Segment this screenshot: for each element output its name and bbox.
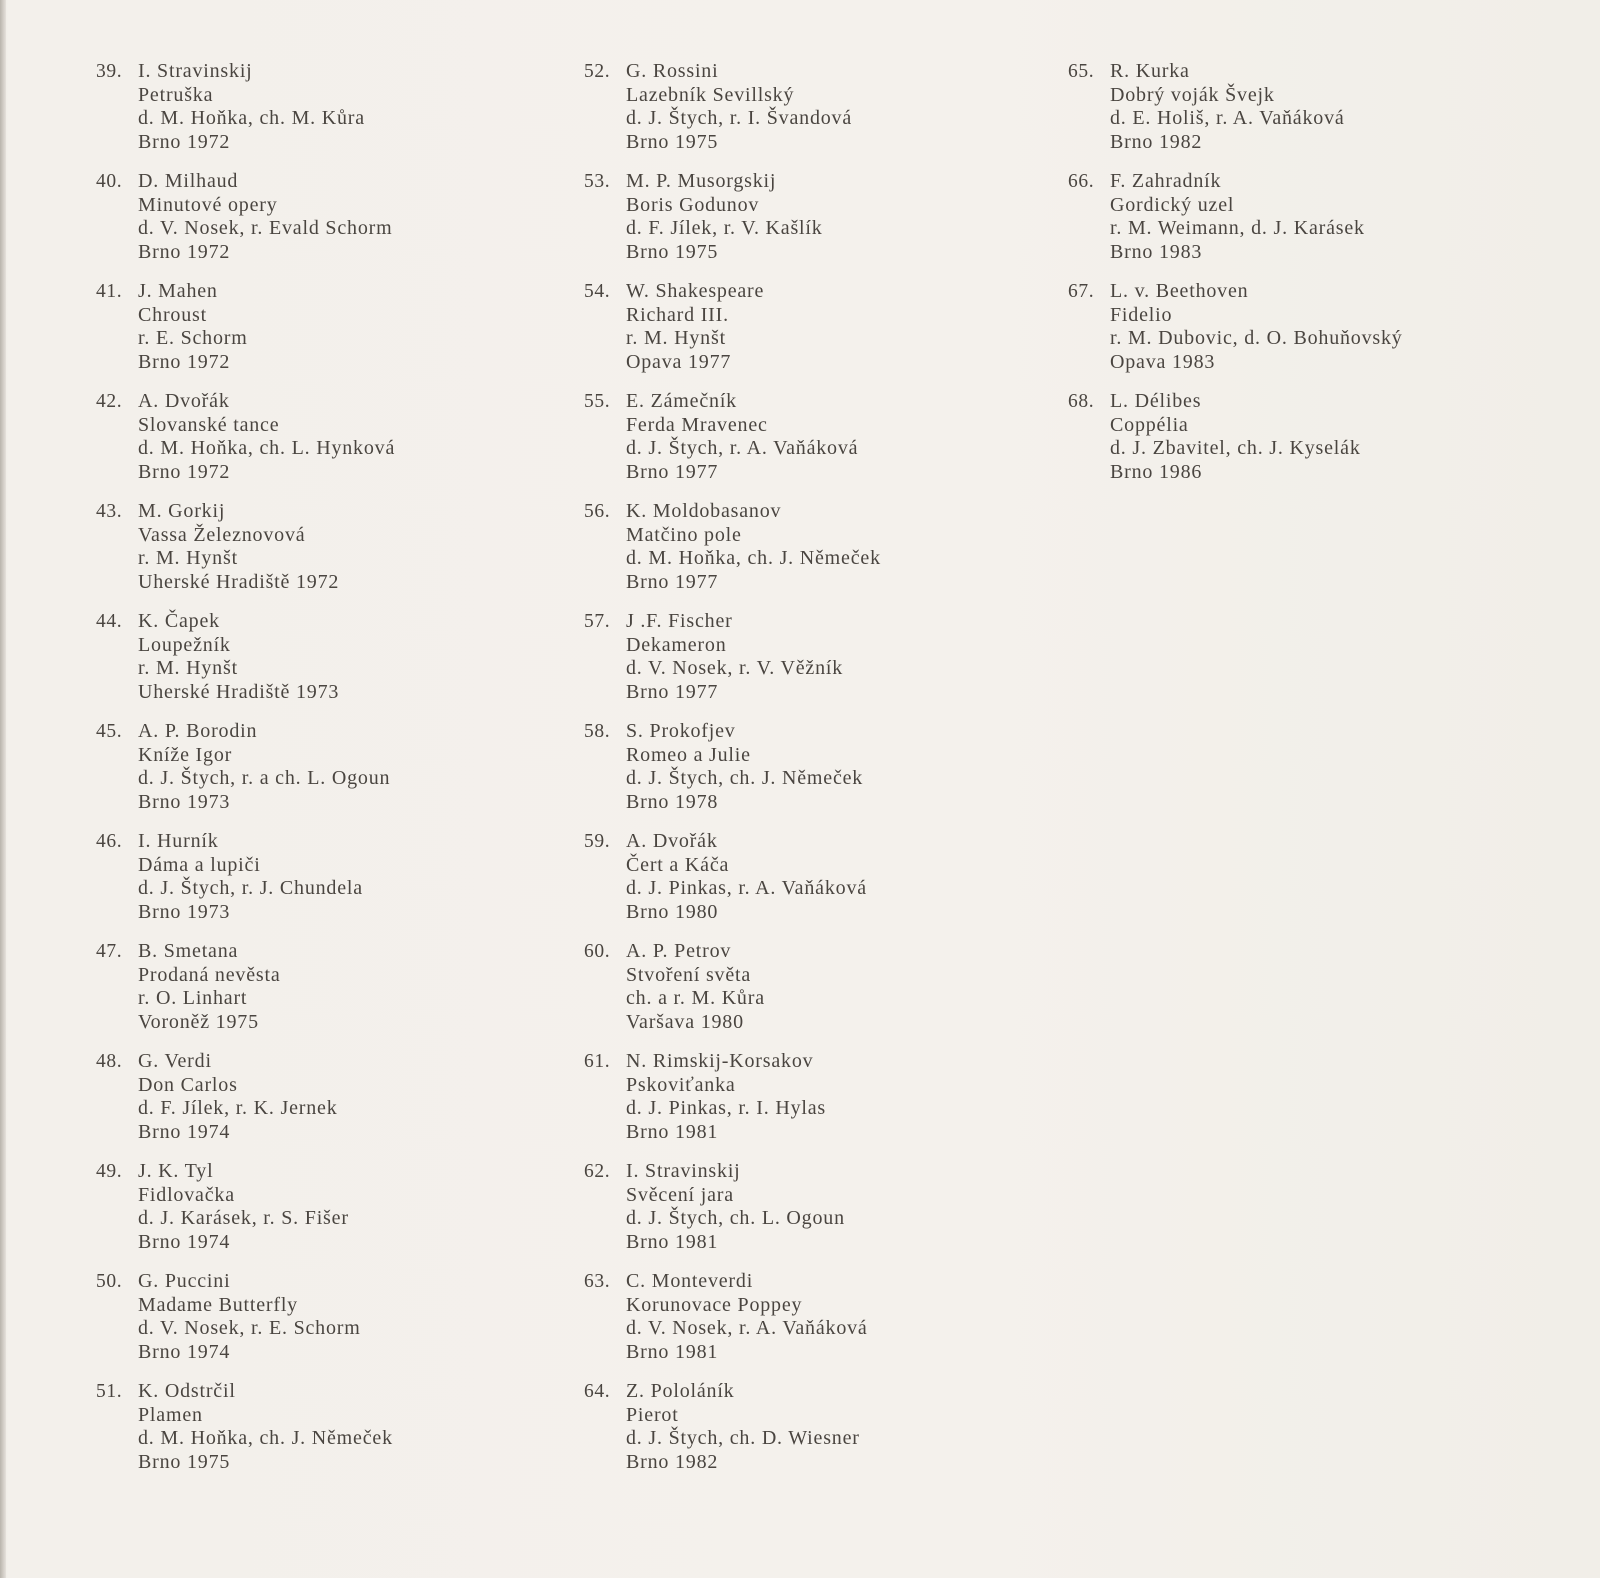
entry-place-year: Uherské Hradiště 1972 — [138, 570, 340, 593]
entry-number: 61. — [584, 1051, 611, 1072]
entry-place-year: Brno 1974 — [138, 1120, 231, 1143]
entry-number: 57. — [584, 611, 611, 632]
entry-author: G. Rossini — [626, 60, 719, 82]
entry-number: 63. — [584, 1271, 611, 1292]
entry-lines — [626, 1160, 881, 1254]
entry-title: Pskoviťanka — [626, 1073, 736, 1096]
entry-author: A. P. Borodin — [138, 720, 258, 742]
list-item — [1068, 280, 1403, 374]
entry-credits: d. J. Zbavitel, ch. J. Kyselák — [1110, 437, 1361, 459]
list-item — [584, 390, 881, 484]
entry-author: J .F. Fischer — [626, 610, 733, 632]
entry-number: 65. — [1068, 61, 1095, 82]
entry-number: 49. — [96, 1161, 123, 1182]
entry-author: R. Kurka — [1110, 60, 1190, 82]
entry-credits: d. J. Štych, ch. J. Němeček — [626, 767, 864, 789]
list-item — [96, 610, 395, 704]
entry-credits: d. J. Štych, r. A. Vaňáková — [626, 437, 859, 459]
entry-place-year: Brno 1980 — [626, 900, 719, 923]
entry-author: G. Puccini — [138, 1270, 231, 1292]
entry-number: 46. — [96, 831, 123, 852]
list-column-2 — [584, 60, 881, 1490]
entry-lines — [138, 830, 395, 924]
entry-credits: r. M. Hynšt — [626, 327, 726, 349]
entry-title: Slovanské tance — [138, 413, 280, 436]
entry-place-year: Brno 1982 — [626, 1450, 719, 1473]
list-item — [584, 500, 881, 594]
entry-place-year: Brno 1973 — [138, 900, 231, 923]
entry-credits: d. J. Štych, ch. D. Wiesner — [626, 1427, 860, 1449]
entry-credits: d. J. Pinkas, r. A. Vaňáková — [626, 877, 867, 899]
entry-credits: d. J. Štych, r. a ch. L. Ogoun — [138, 767, 391, 789]
entry-number: 48. — [96, 1051, 123, 1072]
entry-credits: d. M. Hoňka, ch. J. Němeček — [626, 547, 881, 569]
entry-author: K. Moldobasanov — [626, 500, 782, 522]
entry-place-year: Brno 1974 — [138, 1230, 231, 1253]
entry-place-year: Brno 1975 — [626, 130, 719, 153]
entry-number: 47. — [96, 941, 123, 962]
list-item — [96, 60, 395, 154]
entry-title: Lazebník Sevillský — [626, 83, 795, 106]
list-item — [96, 1050, 395, 1144]
entry-number: 60. — [584, 941, 611, 962]
entry-number: 39. — [96, 61, 123, 82]
entry-number: 59. — [584, 831, 611, 852]
entry-place-year: Brno 1981 — [626, 1120, 719, 1143]
entry-lines — [626, 940, 881, 1034]
entry-credits: d. V. Nosek, r. V. Věžník — [626, 657, 844, 679]
entry-number: 54. — [584, 281, 611, 302]
list-item — [584, 170, 881, 264]
page-binding-edge — [0, 0, 6, 1578]
entry-lines — [138, 280, 395, 374]
entry-title: Romeo a Julie — [626, 743, 751, 766]
list-item — [584, 610, 881, 704]
entry-place-year: Brno 1972 — [138, 240, 231, 263]
list-item — [96, 940, 395, 1034]
entry-lines — [626, 610, 881, 704]
entry-place-year: Brno 1983 — [1110, 240, 1203, 263]
entry-lines — [138, 390, 395, 484]
entry-credits: d. M. Hoňka, ch. J. Němeček — [138, 1427, 393, 1449]
entry-number: 44. — [96, 611, 123, 632]
entry-place-year: Brno 1972 — [138, 460, 231, 483]
entry-place-year: Brno 1972 — [138, 350, 231, 373]
entry-title: Chroust — [138, 303, 207, 326]
entry-title: Gordický uzel — [1110, 193, 1235, 216]
entry-author: A. P. Petrov — [626, 940, 732, 962]
entry-title: Minutové opery — [138, 193, 278, 216]
entry-number: 66. — [1068, 171, 1095, 192]
entry-number: 68. — [1068, 391, 1095, 412]
entry-place-year: Brno 1977 — [626, 460, 719, 483]
entry-place-year: Uherské Hradiště 1973 — [138, 680, 340, 703]
entry-lines — [1110, 170, 1403, 264]
entry-credits: d. V. Nosek, r. A. Vaňáková — [626, 1317, 868, 1339]
entry-number: 53. — [584, 171, 611, 192]
entry-author: E. Zámečník — [626, 390, 737, 412]
entry-number: 50. — [96, 1271, 123, 1292]
entry-lines — [138, 610, 395, 704]
entry-lines — [626, 1270, 881, 1364]
list-item — [96, 390, 395, 484]
entry-credits: ch. a r. M. Kůra — [626, 987, 765, 1009]
list-item — [584, 720, 881, 814]
entry-number: 43. — [96, 501, 123, 522]
entry-author: N. Rimskij-Korsakov — [626, 1050, 814, 1072]
entry-author: D. Milhaud — [138, 170, 239, 192]
entry-author: L. Délibes — [1110, 390, 1202, 412]
entry-number: 41. — [96, 281, 123, 302]
entry-credits: d. J. Štych, r. I. Švandová — [626, 107, 853, 129]
list-item — [584, 60, 881, 154]
entry-title: Stvoření světa — [626, 963, 752, 986]
entry-title: Boris Godunov — [626, 193, 760, 216]
list-item — [584, 1380, 881, 1474]
entry-title: Vassa Železnovová — [138, 523, 306, 546]
entry-author: J. K. Tyl — [138, 1160, 214, 1182]
entry-number: 45. — [96, 721, 123, 742]
entry-title: Fidlovačka — [138, 1183, 235, 1206]
entry-lines — [138, 1270, 395, 1364]
entry-author: Z. Pololáník — [626, 1380, 735, 1402]
entry-place-year: Brno 1977 — [626, 570, 719, 593]
entry-author: G. Verdi — [138, 1050, 212, 1072]
entry-lines — [1110, 60, 1403, 154]
list-column-3 — [1068, 60, 1403, 500]
list-item — [1068, 170, 1403, 264]
list-item — [584, 1160, 881, 1254]
entry-place-year: Varšava 1980 — [626, 1010, 744, 1033]
entry-place-year: Brno 1974 — [138, 1340, 231, 1363]
list-item — [96, 720, 395, 814]
entry-lines — [138, 1050, 395, 1144]
entry-credits: r. M. Dubovic, d. O. Bohuňovský — [1110, 327, 1403, 349]
entry-lines — [626, 1050, 881, 1144]
entry-title: Madame Butterfly — [138, 1293, 298, 1316]
entry-place-year: Brno 1975 — [138, 1450, 231, 1473]
entry-lines — [626, 500, 881, 594]
entry-author: S. Prokofjev — [626, 720, 736, 742]
entry-lines — [138, 1380, 395, 1474]
entry-title: Dekameron — [626, 633, 727, 656]
list-item — [96, 500, 395, 594]
entry-title: Pierot — [626, 1403, 679, 1426]
entry-title: Matčino pole — [626, 523, 742, 546]
entry-lines — [626, 720, 881, 814]
entry-title: Čert a Káča — [626, 853, 730, 876]
entry-credits: d. V. Nosek, r. E. Schorm — [138, 1317, 361, 1339]
entry-author: L. v. Beethoven — [1110, 280, 1249, 302]
entry-credits: r. O. Linhart — [138, 987, 248, 1009]
entry-title: Plamen — [138, 1403, 203, 1426]
list-item — [96, 1270, 395, 1364]
entry-author: M. Gorkij — [138, 500, 226, 522]
entry-place-year: Voroněž 1975 — [138, 1010, 259, 1033]
entry-credits: d. J. Pinkas, r. I. Hylas — [626, 1097, 826, 1119]
entry-author: A. Dvořák — [626, 830, 718, 852]
entry-title: Korunovace Poppey — [626, 1293, 803, 1316]
list-item — [584, 940, 881, 1034]
entry-lines — [626, 390, 881, 484]
entry-credits: d. F. Jílek, r. V. Kašlík — [626, 217, 823, 239]
entry-place-year: Brno 1986 — [1110, 460, 1203, 483]
entry-number: 42. — [96, 391, 123, 412]
list-item — [96, 1380, 395, 1474]
entry-lines — [1110, 280, 1403, 374]
entry-credits: d. V. Nosek, r. Evald Schorm — [138, 217, 393, 239]
entry-title: Prodaná nevěsta — [138, 963, 281, 986]
entry-credits: d. E. Holiš, r. A. Vaňáková — [1110, 107, 1345, 129]
entry-credits: d. M. Hoňka, ch. M. Kůra — [138, 107, 365, 129]
entry-number: 67. — [1068, 281, 1095, 302]
entry-number: 62. — [584, 1161, 611, 1182]
entry-place-year: Opava 1977 — [626, 350, 732, 373]
entry-lines — [626, 280, 881, 374]
entry-title: Ferda Mravenec — [626, 413, 768, 436]
entry-credits: r. M. Weimann, d. J. Karásek — [1110, 217, 1365, 239]
entry-number: 40. — [96, 171, 123, 192]
entry-credits: d. F. Jílek, r. K. Jernek — [138, 1097, 338, 1119]
entry-number: 51. — [96, 1381, 123, 1402]
entry-number: 55. — [584, 391, 611, 412]
entry-lines — [138, 1160, 395, 1254]
entry-place-year: Brno 1981 — [626, 1340, 719, 1363]
entry-author: M. P. Musorgskij — [626, 170, 777, 192]
entry-place-year: Brno 1978 — [626, 790, 719, 813]
entry-title: Petruška — [138, 83, 214, 106]
list-item — [584, 1050, 881, 1144]
list-item — [1068, 390, 1403, 484]
entry-credits: r. M. Hynšt — [138, 657, 238, 679]
entry-credits: d. J. Štych, r. J. Chundela — [138, 877, 363, 899]
entry-number: 52. — [584, 61, 611, 82]
entry-place-year: Brno 1981 — [626, 1230, 719, 1253]
entry-number: 56. — [584, 501, 611, 522]
list-column-1 — [96, 60, 395, 1490]
entry-title: Loupežník — [138, 633, 231, 656]
entry-author: K. Čapek — [138, 610, 220, 632]
entry-credits: d. M. Hoňka, ch. L. Hynková — [138, 437, 396, 459]
entry-place-year: Brno 1973 — [138, 790, 231, 813]
entry-title: Fidelio — [1110, 303, 1173, 326]
entry-author: B. Smetana — [138, 940, 239, 962]
entry-lines — [138, 500, 395, 594]
entry-lines — [626, 60, 881, 154]
entry-place-year: Brno 1982 — [1110, 130, 1203, 153]
entry-title: Richard III. — [626, 303, 729, 326]
list-item — [96, 280, 395, 374]
entry-title: Kníže Igor — [138, 743, 233, 766]
list-item — [96, 1160, 395, 1254]
entry-place-year: Brno 1975 — [626, 240, 719, 263]
entry-title: Coppélia — [1110, 413, 1189, 436]
entry-lines — [1110, 390, 1403, 484]
entry-author: K. Odstrčil — [138, 1380, 236, 1402]
entry-lines — [138, 60, 395, 154]
list-item — [584, 1270, 881, 1364]
entry-credits: d. J. Štych, ch. L. Ogoun — [626, 1207, 845, 1229]
entry-credits: r. M. Hynšt — [138, 547, 238, 569]
entry-place-year: Brno 1977 — [626, 680, 719, 703]
list-item — [584, 280, 881, 374]
list-item — [96, 170, 395, 264]
entry-author: J. Mahen — [138, 280, 218, 302]
entry-author: I. Stravinskij — [626, 1160, 741, 1182]
entry-number: 58. — [584, 721, 611, 742]
entry-author: A. Dvořák — [138, 390, 230, 412]
entry-author: F. Zahradník — [1110, 170, 1222, 192]
entry-lines — [626, 170, 881, 264]
entry-place-year: Brno 1972 — [138, 130, 231, 153]
entry-author: I. Stravinskij — [138, 60, 253, 82]
entry-lines — [626, 1380, 881, 1474]
entry-title: Svěcení jara — [626, 1183, 734, 1206]
entry-lines — [138, 940, 395, 1034]
list-item — [96, 830, 395, 924]
entry-place-year: Opava 1983 — [1110, 350, 1216, 373]
entry-title: Dobrý voják Švejk — [1110, 83, 1275, 106]
entry-author: I. Hurník — [138, 830, 219, 852]
entry-title: Dáma a lupiči — [138, 853, 261, 876]
entry-credits: r. E. Schorm — [138, 327, 248, 349]
entry-lines — [138, 720, 395, 814]
entry-credits: d. J. Karásek, r. S. Fišer — [138, 1207, 349, 1229]
list-item — [1068, 60, 1403, 154]
list-item — [584, 830, 881, 924]
entry-author: W. Shakespeare — [626, 280, 765, 302]
entry-lines — [138, 170, 395, 264]
entry-title: Don Carlos — [138, 1073, 238, 1096]
entry-author: C. Monteverdi — [626, 1270, 754, 1292]
entry-lines — [626, 830, 881, 924]
entry-number: 64. — [584, 1381, 611, 1402]
